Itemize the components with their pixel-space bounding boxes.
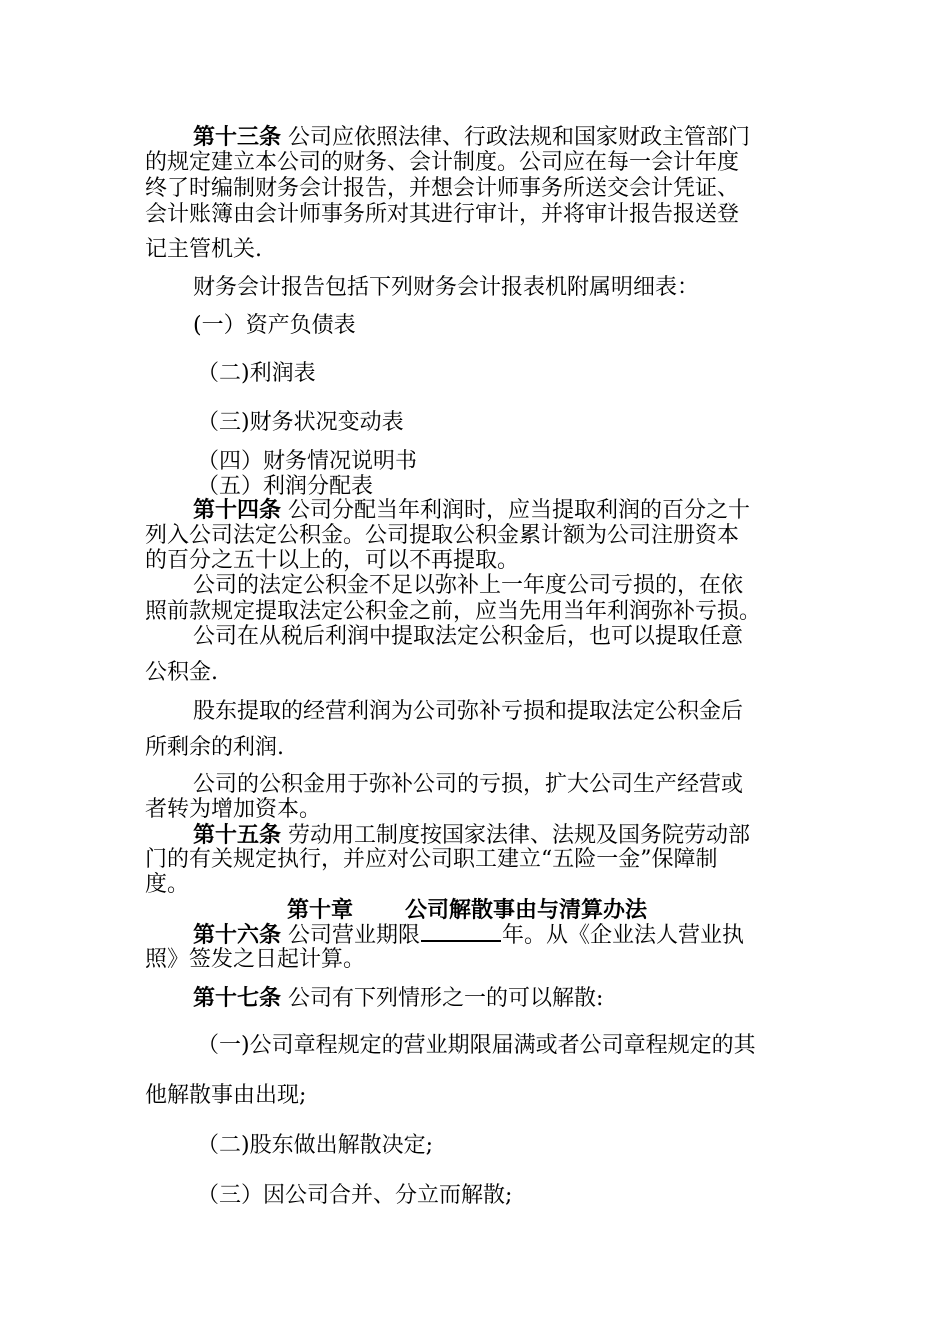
article-13-line-5: 记主管机关.	[145, 237, 262, 262]
report-item-3: （三)财务状况变动表	[197, 410, 404, 435]
article-14-p3-line-2: 公积金.	[145, 660, 218, 685]
article-14-p4-line-1: 股东提取的经营利润为公司弥补亏损和提取法定公积金后	[193, 699, 744, 724]
article-14-p2-line-1: 公司的法定公积金不足以弥补上一年度公司亏损的，在依	[193, 573, 744, 598]
article-14-p5-line-2: 者转为增加资本。	[145, 797, 322, 822]
dissolution-item-1-line-2: 他解散事由出现;	[145, 1083, 307, 1108]
article-17-label: 第十七条	[193, 985, 282, 1011]
dissolution-item-1-line-1: （一)公司章程规定的营业期限届满或者公司章程规定的其	[197, 1033, 756, 1058]
article-13-line-3: 终了时编制财务会计报告，并想会计师事务所送交会计凭证、	[145, 176, 740, 201]
dissolution-item-3: （三）因公司合并、分立而解散;	[197, 1183, 513, 1208]
report-item-4: （四）财务情况说明书	[197, 449, 418, 474]
article-14-label: 第十四条	[193, 497, 282, 523]
article-14-line-1: 第十四条 公司分配当年利润时，应当提取利润的百分之十	[193, 497, 751, 523]
article-17-line-1: 第十七条 公司有下列情形之一的可以解散:	[193, 985, 604, 1011]
article-13-line-1: 第十三条 公司应依照法律、行政法规和国家财政主管部门	[193, 124, 751, 150]
article-16-line-1: 第十六条 公司营业期限 年。从《企业法人营业执	[193, 922, 745, 948]
article-16-label: 第十六条	[193, 922, 282, 948]
article-13-label: 第十三条	[193, 124, 282, 150]
article-13-line-4: 会计账簿由会计师事务所对其进行审计，并将审计报告报送登	[145, 202, 740, 227]
article-15-line-2: 门的有关规定执行，并应对公司职工建立“五险一金”保障制	[145, 847, 718, 872]
report-item-1: (一）资产负债表	[193, 313, 356, 338]
article-14-p3-line-1: 公司在从税后利润中提取法定公积金后，也可以提取任意	[193, 624, 744, 649]
article-15-line-3: 度。	[145, 872, 190, 897]
article-13-line-2: 的规定建立本公司的财务、会计制度。公司应在每一会计年度	[145, 150, 740, 175]
dissolution-item-2: （二)股东做出解散决定;	[197, 1133, 433, 1158]
chapter-title: 公司解散事由与清算办法	[405, 897, 648, 923]
article-14-p4-line-2: 所剩余的利润.	[145, 735, 284, 760]
article-14-p5-line-1: 公司的公积金用于弥补公司的亏损，扩大公司生产经营或	[193, 772, 744, 797]
report-item-2: （二)利润表	[197, 361, 316, 386]
report-item-5: （五）利润分配表	[197, 474, 374, 499]
article-15-label: 第十五条	[193, 822, 282, 848]
article-14-p2-line-2: 照前款规定提取法定公积金之前，应当先用当年利润弥补亏损。	[145, 599, 762, 624]
article-14-line-3: 的百分之五十以上的，可以不再提取。	[145, 548, 520, 573]
article-16-line-2: 照》签发之日起计算。	[145, 947, 366, 972]
article-15-line-1: 第十五条 劳动用工制度按国家法律、法规及国务院劳动部	[193, 822, 751, 848]
report-contents-paragraph: 财务会计报告包括下列财务会计报表机附属明细表：	[193, 275, 700, 300]
article-14-line-2: 列入公司法定公积金。公司提取公积金累计额为公司注册资本	[145, 523, 740, 548]
term-blank-field	[421, 922, 501, 942]
chapter-number: 第十章	[287, 897, 354, 923]
